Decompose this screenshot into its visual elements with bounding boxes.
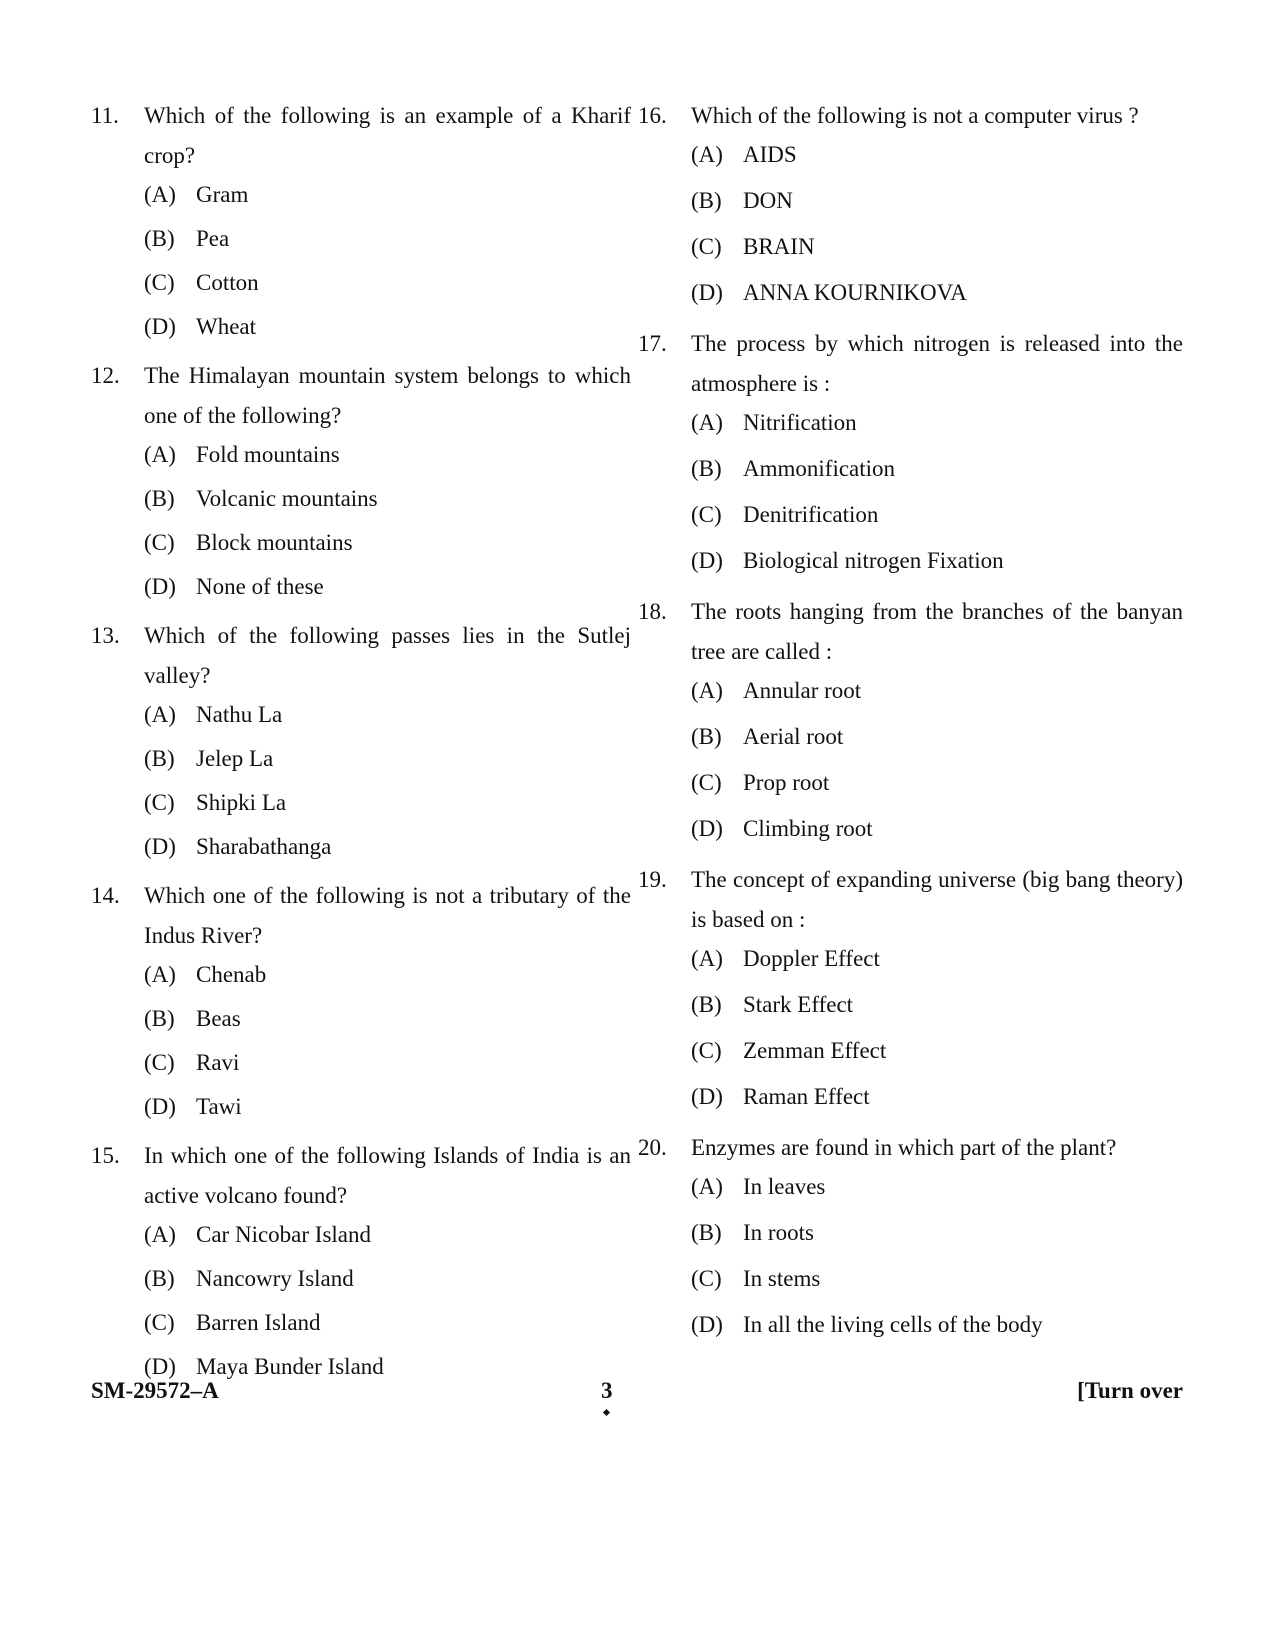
answer-option — [691, 500, 1183, 530]
answer-option — [691, 454, 1183, 484]
option-label: (B) — [144, 1006, 175, 1031]
option-list — [691, 676, 1183, 844]
option-label: (C) — [691, 1038, 722, 1063]
option-text: Ravi — [196, 1050, 240, 1075]
answer-option — [144, 744, 631, 774]
option-label: (B) — [144, 226, 175, 251]
option-text: Cotton — [196, 270, 259, 295]
answer-option — [144, 1048, 631, 1078]
answer-option — [144, 960, 631, 990]
option-label: (A) — [691, 142, 723, 167]
answer-option — [691, 546, 1183, 576]
option-label: (D) — [144, 1354, 176, 1379]
option-text: Raman Effect — [743, 1084, 870, 1109]
answer-option — [144, 484, 631, 514]
answer-option — [691, 990, 1183, 1020]
answer-option — [691, 944, 1183, 974]
option-label: (B) — [144, 486, 175, 511]
answer-option — [144, 572, 631, 602]
option-text: BRAIN — [743, 234, 815, 259]
option-list — [144, 960, 631, 1122]
option-label: (B) — [144, 1266, 175, 1291]
option-text: Tawi — [196, 1094, 242, 1119]
option-label: (D) — [144, 834, 176, 859]
question-number: 20. — [638, 1135, 667, 1160]
option-label: (D) — [691, 1312, 723, 1337]
question-item — [638, 592, 1183, 844]
answer-option — [691, 1036, 1183, 1066]
option-text: Nitrification — [743, 410, 857, 435]
question-text: The roots hanging from the branches of the banyan tree are called : — [691, 599, 1183, 664]
answer-option — [144, 1308, 631, 1338]
question-number: 11. — [91, 103, 119, 128]
question-item — [91, 96, 631, 342]
option-text: Gram — [196, 182, 249, 207]
option-label: (A) — [691, 410, 723, 435]
option-text: ANNA KOURNIKOVA — [743, 280, 967, 305]
option-list — [691, 140, 1183, 308]
question-text: Enzymes are found in which part of the plant? — [691, 1135, 1117, 1160]
option-text: Zemman Effect — [743, 1038, 887, 1063]
option-text: In roots — [743, 1220, 814, 1245]
answer-option — [144, 700, 631, 730]
option-label: (D) — [691, 1084, 723, 1109]
option-text: Fold mountains — [196, 442, 340, 467]
option-label: (B) — [691, 456, 722, 481]
answer-option — [691, 232, 1183, 262]
question-number: 18. — [638, 599, 667, 624]
option-text: Annular root — [743, 678, 862, 703]
option-text: Shipki La — [196, 790, 287, 815]
answer-option — [144, 832, 631, 862]
option-list — [144, 1220, 631, 1382]
option-label: (A) — [144, 182, 176, 207]
option-text: In leaves — [743, 1174, 826, 1199]
option-label: (D) — [691, 816, 723, 841]
option-label: (C) — [691, 770, 722, 795]
option-label: (A) — [691, 678, 723, 703]
option-text: Nathu La — [196, 702, 283, 727]
option-label: (B) — [691, 992, 722, 1017]
option-text: Denitrification — [743, 502, 879, 527]
option-text: Chenab — [196, 962, 267, 987]
question-text: In which one of the following Islands of India is an active volcano found? — [144, 1143, 631, 1208]
option-text: Maya Bunder Island — [196, 1354, 384, 1379]
answer-option — [144, 1220, 631, 1250]
question-text: The process by which nitrogen is released into the atmosphere is : — [691, 331, 1183, 396]
question-item — [91, 356, 631, 602]
option-text: Barren Island — [196, 1310, 321, 1335]
option-label: (B) — [144, 746, 175, 771]
option-label: (C) — [144, 790, 175, 815]
option-text: Biological nitrogen Fixation — [743, 548, 1004, 573]
answer-option — [144, 180, 631, 210]
question-number: 16. — [638, 103, 667, 128]
option-label: (A) — [144, 442, 176, 467]
option-text: Climbing root — [743, 816, 873, 841]
question-item — [638, 1128, 1183, 1340]
right-question-column — [638, 96, 1183, 1356]
question-item — [91, 876, 631, 1122]
option-text: Ammonification — [743, 456, 896, 481]
option-text: Prop root — [743, 770, 830, 795]
paper-code: SM-29572–A — [91, 1378, 219, 1403]
answer-option — [691, 768, 1183, 798]
option-label: (D) — [144, 574, 176, 599]
option-text: Beas — [196, 1006, 241, 1031]
turn-over-label: [Turn over — [1077, 1378, 1183, 1403]
option-label: (C) — [144, 1050, 175, 1075]
answer-option — [144, 1264, 631, 1294]
option-text: In all the living cells of the body — [743, 1312, 1043, 1337]
answer-option — [144, 268, 631, 298]
question-text: The Himalayan mountain system belongs to which one of the following? — [144, 363, 631, 428]
question-text: Which of the following is not a computer virus ? — [691, 103, 1139, 128]
option-label: (B) — [691, 724, 722, 749]
answer-option — [691, 1082, 1183, 1112]
option-text: Wheat — [196, 314, 257, 339]
question-item — [91, 616, 631, 862]
answer-option — [144, 1004, 631, 1034]
page-footer — [91, 1378, 1183, 1408]
question-item — [91, 1136, 631, 1382]
option-label: (D) — [144, 314, 176, 339]
answer-option — [144, 440, 631, 470]
question-number: 19. — [638, 867, 667, 892]
option-label: (B) — [691, 188, 722, 213]
option-label: (C) — [144, 530, 175, 555]
option-list — [691, 1172, 1183, 1340]
option-list — [691, 408, 1183, 576]
option-text: Stark Effect — [743, 992, 854, 1017]
question-text: Which one of the following is not a tributary of the Indus River? — [144, 883, 631, 948]
option-text: Block mountains — [196, 530, 353, 555]
option-label: (C) — [691, 502, 722, 527]
option-text: Aerial root — [743, 724, 844, 749]
option-label: (A) — [691, 1174, 723, 1199]
answer-option — [144, 788, 631, 818]
option-text: Car Nicobar Island — [196, 1222, 371, 1247]
option-text: Doppler Effect — [743, 946, 880, 971]
question-text: The concept of expanding universe (big bang theory) is based on : — [691, 867, 1183, 932]
question-number: 12. — [91, 363, 120, 388]
question-text: Which of the following passes lies in the Sutlej valley? — [144, 623, 631, 688]
option-text: Jelep La — [196, 746, 274, 771]
left-question-column — [91, 96, 631, 1396]
option-list — [691, 944, 1183, 1112]
answer-option — [691, 1264, 1183, 1294]
option-text: DON — [743, 188, 793, 213]
option-label: (D) — [691, 280, 723, 305]
question-item — [638, 324, 1183, 576]
question-number: 17. — [638, 331, 667, 356]
answer-option — [691, 1310, 1183, 1340]
answer-option — [144, 528, 631, 558]
option-label: (B) — [691, 1220, 722, 1245]
option-text: AIDS — [743, 142, 797, 167]
answer-option — [691, 1172, 1183, 1202]
option-text: Sharabathanga — [196, 834, 332, 859]
question-item — [638, 860, 1183, 1112]
answer-option — [691, 408, 1183, 438]
answer-option — [144, 224, 631, 254]
option-text: Nancowry Island — [196, 1266, 354, 1291]
option-label: (A) — [691, 946, 723, 971]
option-list — [144, 440, 631, 602]
option-list — [144, 180, 631, 342]
option-text: None of these — [196, 574, 324, 599]
question-number: 15. — [91, 1143, 120, 1168]
answer-option — [691, 278, 1183, 308]
diamond-mark-icon — [603, 1409, 610, 1416]
answer-option — [691, 1218, 1183, 1248]
option-label: (D) — [144, 1094, 176, 1119]
answer-option — [144, 312, 631, 342]
option-text: In stems — [743, 1266, 821, 1291]
option-label: (D) — [691, 548, 723, 573]
question-item — [638, 96, 1183, 308]
option-text: Pea — [196, 226, 230, 251]
option-text: Volcanic mountains — [196, 486, 378, 511]
option-list — [144, 700, 631, 862]
option-label: (C) — [691, 1266, 722, 1291]
answer-option — [691, 814, 1183, 844]
option-label: (A) — [144, 962, 176, 987]
answer-option — [691, 722, 1183, 752]
answer-option — [691, 186, 1183, 216]
question-number: 14. — [91, 883, 120, 908]
question-number: 13. — [91, 623, 120, 648]
question-text: Which of the following is an example of a Kharif crop? — [144, 103, 631, 168]
option-label: (A) — [144, 702, 176, 727]
option-label: (C) — [144, 1310, 175, 1335]
option-label: (A) — [144, 1222, 176, 1247]
option-label: (C) — [144, 270, 175, 295]
answer-option — [691, 676, 1183, 706]
page-number: 3 — [601, 1378, 613, 1403]
answer-option — [691, 140, 1183, 170]
answer-option — [144, 1092, 631, 1122]
option-label: (C) — [691, 234, 722, 259]
